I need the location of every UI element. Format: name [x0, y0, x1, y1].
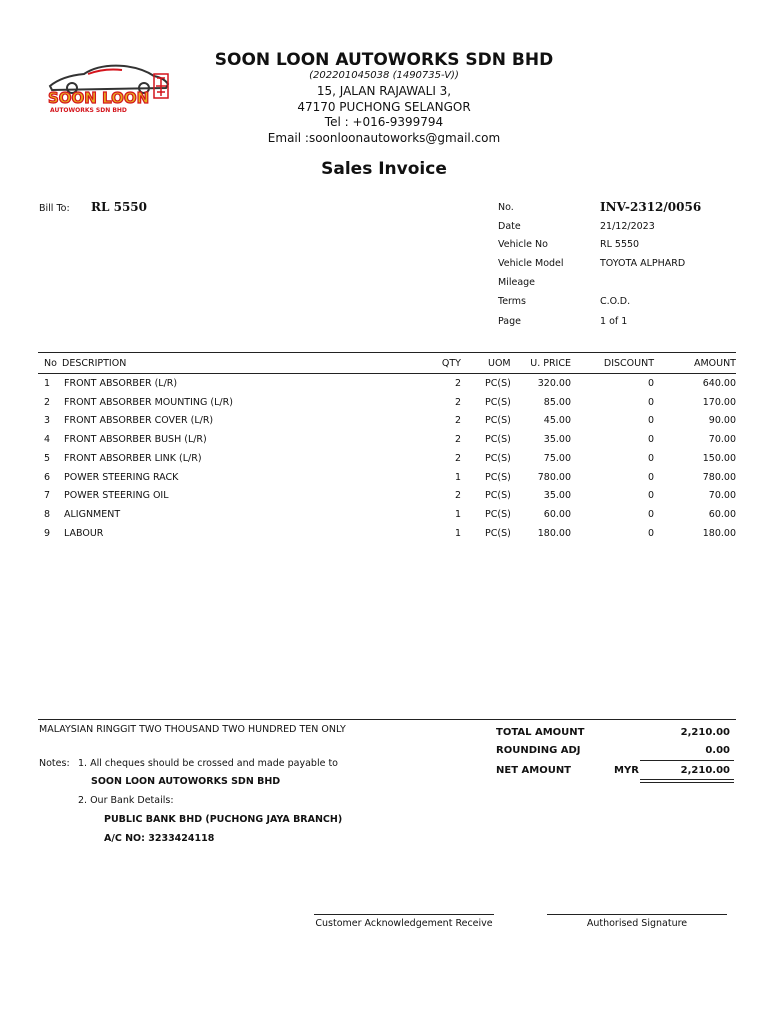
logo-text: SOON LOON — [48, 89, 150, 107]
cell-discount: 0 — [647, 396, 654, 408]
col-header-description: DESCRIPTION — [62, 358, 127, 369]
cell-unit-price: 75.00 — [543, 452, 571, 464]
company-tel: Tel : +016-9399794 — [324, 115, 444, 129]
meta-label-vehicle-no: Vehicle No — [498, 239, 548, 250]
net-amount-label: NET AMOUNT — [496, 765, 572, 776]
cell-discount: 0 — [647, 508, 654, 520]
net-top-rule — [640, 760, 734, 761]
cell-qty: 1 — [454, 527, 461, 539]
authorised-signature-label: Authorised Signature — [586, 918, 688, 929]
cell-qty: 1 — [454, 471, 461, 483]
amount-in-words: MALAYSIAN RINGGIT TWO THOUSAND TWO HUNDRED TEN ONLY — [39, 724, 346, 735]
note-1-company: SOON LOON AUTOWORKS SDN BHD — [91, 776, 281, 787]
cell-unit-price: 60.00 — [543, 508, 571, 520]
table-header-rule — [38, 373, 736, 374]
cell-uom: PC(S) — [485, 471, 511, 483]
company-name: SOON LOON AUTOWORKS SDN BHD — [214, 50, 554, 70]
total-amount-value: 2,210.00 — [680, 727, 730, 738]
cell-no: 4 — [44, 434, 51, 446]
invoice-number: INV-2312/0056 — [600, 200, 702, 214]
meta-label-vehicle-model: Vehicle Model — [498, 258, 564, 269]
cell-description: FRONT ABSORBER LINK (L/R) — [64, 452, 202, 464]
company-email: Email :soonloonautoworks@gmail.com — [267, 131, 501, 145]
col-header-amount: AMOUNT — [693, 358, 736, 369]
meta-label-mileage: Mileage — [498, 277, 536, 288]
cell-unit-price: 35.00 — [543, 434, 571, 446]
cell-discount: 0 — [647, 434, 654, 446]
col-header-no: No — [44, 358, 57, 369]
cell-qty: 1 — [454, 508, 461, 520]
cell-no: 7 — [44, 490, 51, 502]
customer-signature-label: Customer Acknowledgement Receive — [315, 918, 493, 929]
col-header-discount: DISCOUNT — [603, 358, 654, 369]
cell-qty: 2 — [454, 490, 461, 502]
cell-unit-price: 320.00 — [537, 378, 571, 389]
cell-unit-price: 780.00 — [537, 471, 571, 483]
cell-no: 5 — [44, 452, 51, 464]
cell-no: 8 — [44, 508, 51, 520]
cell-description: FRONT ABSORBER BUSH (L/R) — [64, 434, 207, 446]
cell-unit-price: 45.00 — [543, 415, 571, 427]
bank-name: PUBLIC BANK BHD (PUCHONG JAYA BRANCH) — [104, 814, 343, 825]
meta-label-date: Date — [498, 221, 521, 232]
cell-description: ALIGNMENT — [64, 508, 121, 520]
cell-description: POWER STEERING RACK — [64, 471, 179, 483]
cell-uom: PC(S) — [485, 452, 511, 464]
rounding-adj-label: ROUNDING ADJ — [496, 745, 581, 756]
cell-qty: 2 — [454, 434, 461, 446]
cell-description: POWER STEERING OIL — [64, 490, 169, 502]
cell-no: 3 — [44, 415, 51, 427]
cell-discount: 0 — [647, 490, 654, 502]
cell-discount: 0 — [647, 452, 654, 464]
net-currency: MYR — [614, 765, 639, 776]
page-number: 1 of 1 — [600, 316, 628, 327]
cell-no: 2 — [44, 396, 51, 408]
cell-amount: 780.00 — [702, 471, 736, 483]
cell-description: LABOUR — [64, 527, 104, 539]
cell-description: FRONT ABSORBER COVER (L/R) — [64, 415, 214, 427]
customer-signature-line — [314, 914, 494, 915]
company-registration: (202201045038 (1490735-V)) — [309, 70, 459, 81]
cell-unit-price: 85.00 — [543, 396, 571, 408]
cell-uom: PC(S) — [485, 508, 511, 520]
col-header-uom: UOM — [488, 358, 511, 369]
cell-uom: PC(S) — [485, 527, 511, 539]
cell-uom: PC(S) — [485, 378, 511, 389]
rounding-adj-value: 0.00 — [705, 745, 730, 756]
logo-subtext: AUTOWORKS SDN BHD — [50, 107, 127, 114]
note-1: 1. All cheques should be crossed and made payable to — [78, 758, 338, 769]
net-amount-value: 2,210.00 — [680, 765, 730, 776]
cell-amount: 70.00 — [708, 434, 736, 446]
cell-amount: 640.00 — [702, 378, 736, 389]
table-top-rule — [38, 352, 736, 353]
footer-rule — [38, 719, 736, 720]
cell-no: 6 — [44, 471, 51, 483]
cell-uom: PC(S) — [485, 490, 511, 502]
meta-label-no: No. — [498, 202, 514, 213]
cell-qty: 2 — [454, 415, 461, 427]
cell-discount: 0 — [647, 378, 654, 389]
cell-amount: 70.00 — [708, 490, 736, 502]
cell-no: 1 — [44, 378, 51, 389]
total-amount-label: TOTAL AMOUNT — [496, 727, 585, 738]
cell-discount: 0 — [647, 527, 654, 539]
cell-unit-price: 35.00 — [543, 490, 571, 502]
meta-label-terms: Terms — [498, 296, 526, 307]
bank-account: A/C NO: 3233424118 — [104, 833, 215, 844]
vehicle-no: RL 5550 — [600, 239, 640, 250]
cell-uom: PC(S) — [485, 415, 511, 427]
notes-label: Notes: — [39, 758, 70, 769]
cell-qty: 2 — [454, 378, 461, 389]
cell-discount: 0 — [647, 415, 654, 427]
cell-uom: PC(S) — [485, 434, 511, 446]
col-header-qty: QTY — [441, 358, 461, 369]
net-double-rule-2 — [640, 782, 734, 783]
company-address-line1: 15, JALAN RAJAWALI 3, — [316, 84, 452, 98]
cell-uom: PC(S) — [485, 396, 511, 408]
cell-description: FRONT ABSORBER (L/R) — [64, 378, 178, 389]
cell-amount: 90.00 — [708, 415, 736, 427]
cell-amount: 150.00 — [702, 452, 736, 464]
cell-amount: 180.00 — [702, 527, 736, 539]
invoice-date: 21/12/2023 — [600, 221, 655, 232]
cell-qty: 2 — [454, 396, 461, 408]
cell-unit-price: 180.00 — [537, 527, 571, 539]
cell-amount: 60.00 — [708, 508, 736, 520]
cell-discount: 0 — [647, 471, 654, 483]
vehicle-model: TOYOTA ALPHARD — [600, 258, 686, 269]
note-2: 2. Our Bank Details: — [78, 795, 174, 806]
terms: C.O.D. — [600, 296, 631, 307]
authorised-signature-line — [547, 914, 727, 915]
net-double-rule-1 — [640, 779, 734, 780]
company-address-line2: 47170 PUCHONG SELANGOR — [297, 100, 471, 114]
col-header-unit-price: U. PRICE — [530, 358, 571, 369]
meta-label-page: Page — [498, 316, 521, 327]
document-title: Sales Invoice — [321, 159, 447, 179]
cell-qty: 2 — [454, 452, 461, 464]
cell-amount: 170.00 — [702, 396, 736, 408]
bill-to-value: RL 5550 — [91, 200, 147, 214]
cell-description: FRONT ABSORBER MOUNTING (L/R) — [64, 396, 233, 408]
cell-no: 9 — [44, 527, 51, 539]
bill-to-label: Bill To: — [39, 203, 70, 214]
